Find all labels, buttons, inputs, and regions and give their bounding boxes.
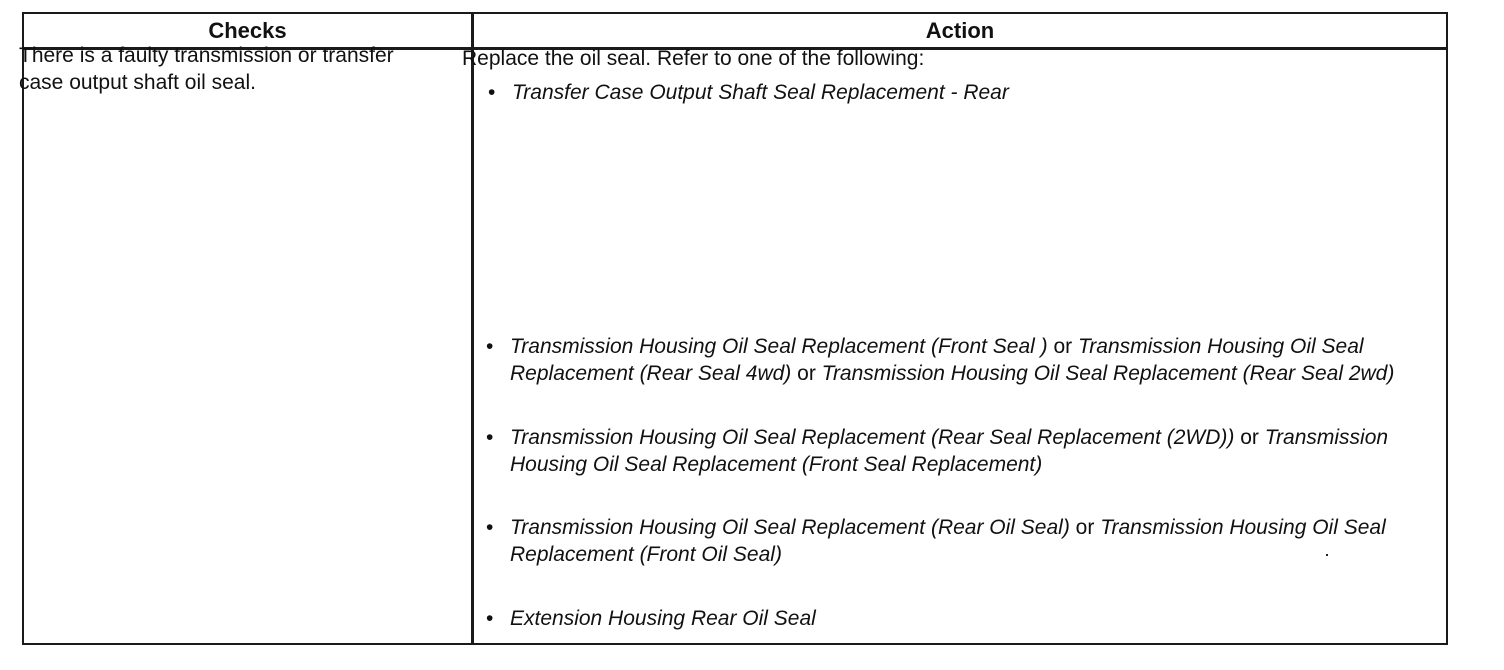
check-cell-text: There is a faulty transmission or transfer case output shaft oil seal. [19, 44, 394, 94]
action-bullet-item [488, 79, 1418, 106]
action-bullet-item [486, 605, 1416, 632]
procedure-link[interactable]: Transmission Housing Oil Seal Replacement (Rear Seal 2wd) [821, 362, 1395, 385]
procedure-link[interactable]: Transmission Housing Oil Seal Replacement (Rear Seal 4wd) [510, 335, 1364, 385]
action-bullet-item [486, 514, 1416, 568]
connector-text: or [1240, 426, 1259, 449]
connector-text: or [1075, 516, 1095, 539]
action-bullet-item [486, 333, 1416, 387]
scan-speck [1326, 554, 1328, 556]
bullet-icon: • [486, 607, 494, 630]
bullet-icon: • [486, 335, 494, 358]
procedure-link[interactable]: Transmission Housing Oil Seal Replacement (Front Oil Seal) [510, 516, 1386, 566]
procedure-link[interactable]: Transmission Housing Oil Seal Replacement (Front Seal Replacement) [510, 426, 1389, 476]
procedure-link[interactable]: Transmission Housing Oil Seal Replacement (Rear Oil Seal) [510, 516, 1070, 539]
procedure-link[interactable]: Transmission Housing Oil Seal Replacement (Rear Seal Replacement (2WD)) [510, 426, 1235, 449]
procedure-link[interactable]: Transfer Case Output Shaft Seal Replacement - Rear [512, 81, 1009, 104]
action-bullet-item [486, 424, 1416, 478]
header-action: Action [925, 18, 995, 43]
bullet-icon: • [488, 81, 496, 104]
bullet-icon: • [486, 516, 494, 539]
procedure-link[interactable]: Extension Housing Rear Oil Seal [510, 607, 816, 630]
bullet-icon: • [486, 426, 494, 449]
connector-text: or [797, 362, 816, 385]
column-divider [471, 14, 474, 643]
action-lead-text: Replace the oil seal. Refer to one of the following: [462, 47, 925, 70]
header-checks: Checks [208, 18, 287, 43]
connector-text: or [1053, 335, 1073, 358]
procedure-link[interactable]: Transmission Housing Oil Seal Replacement (Front Seal ) [510, 335, 1048, 358]
